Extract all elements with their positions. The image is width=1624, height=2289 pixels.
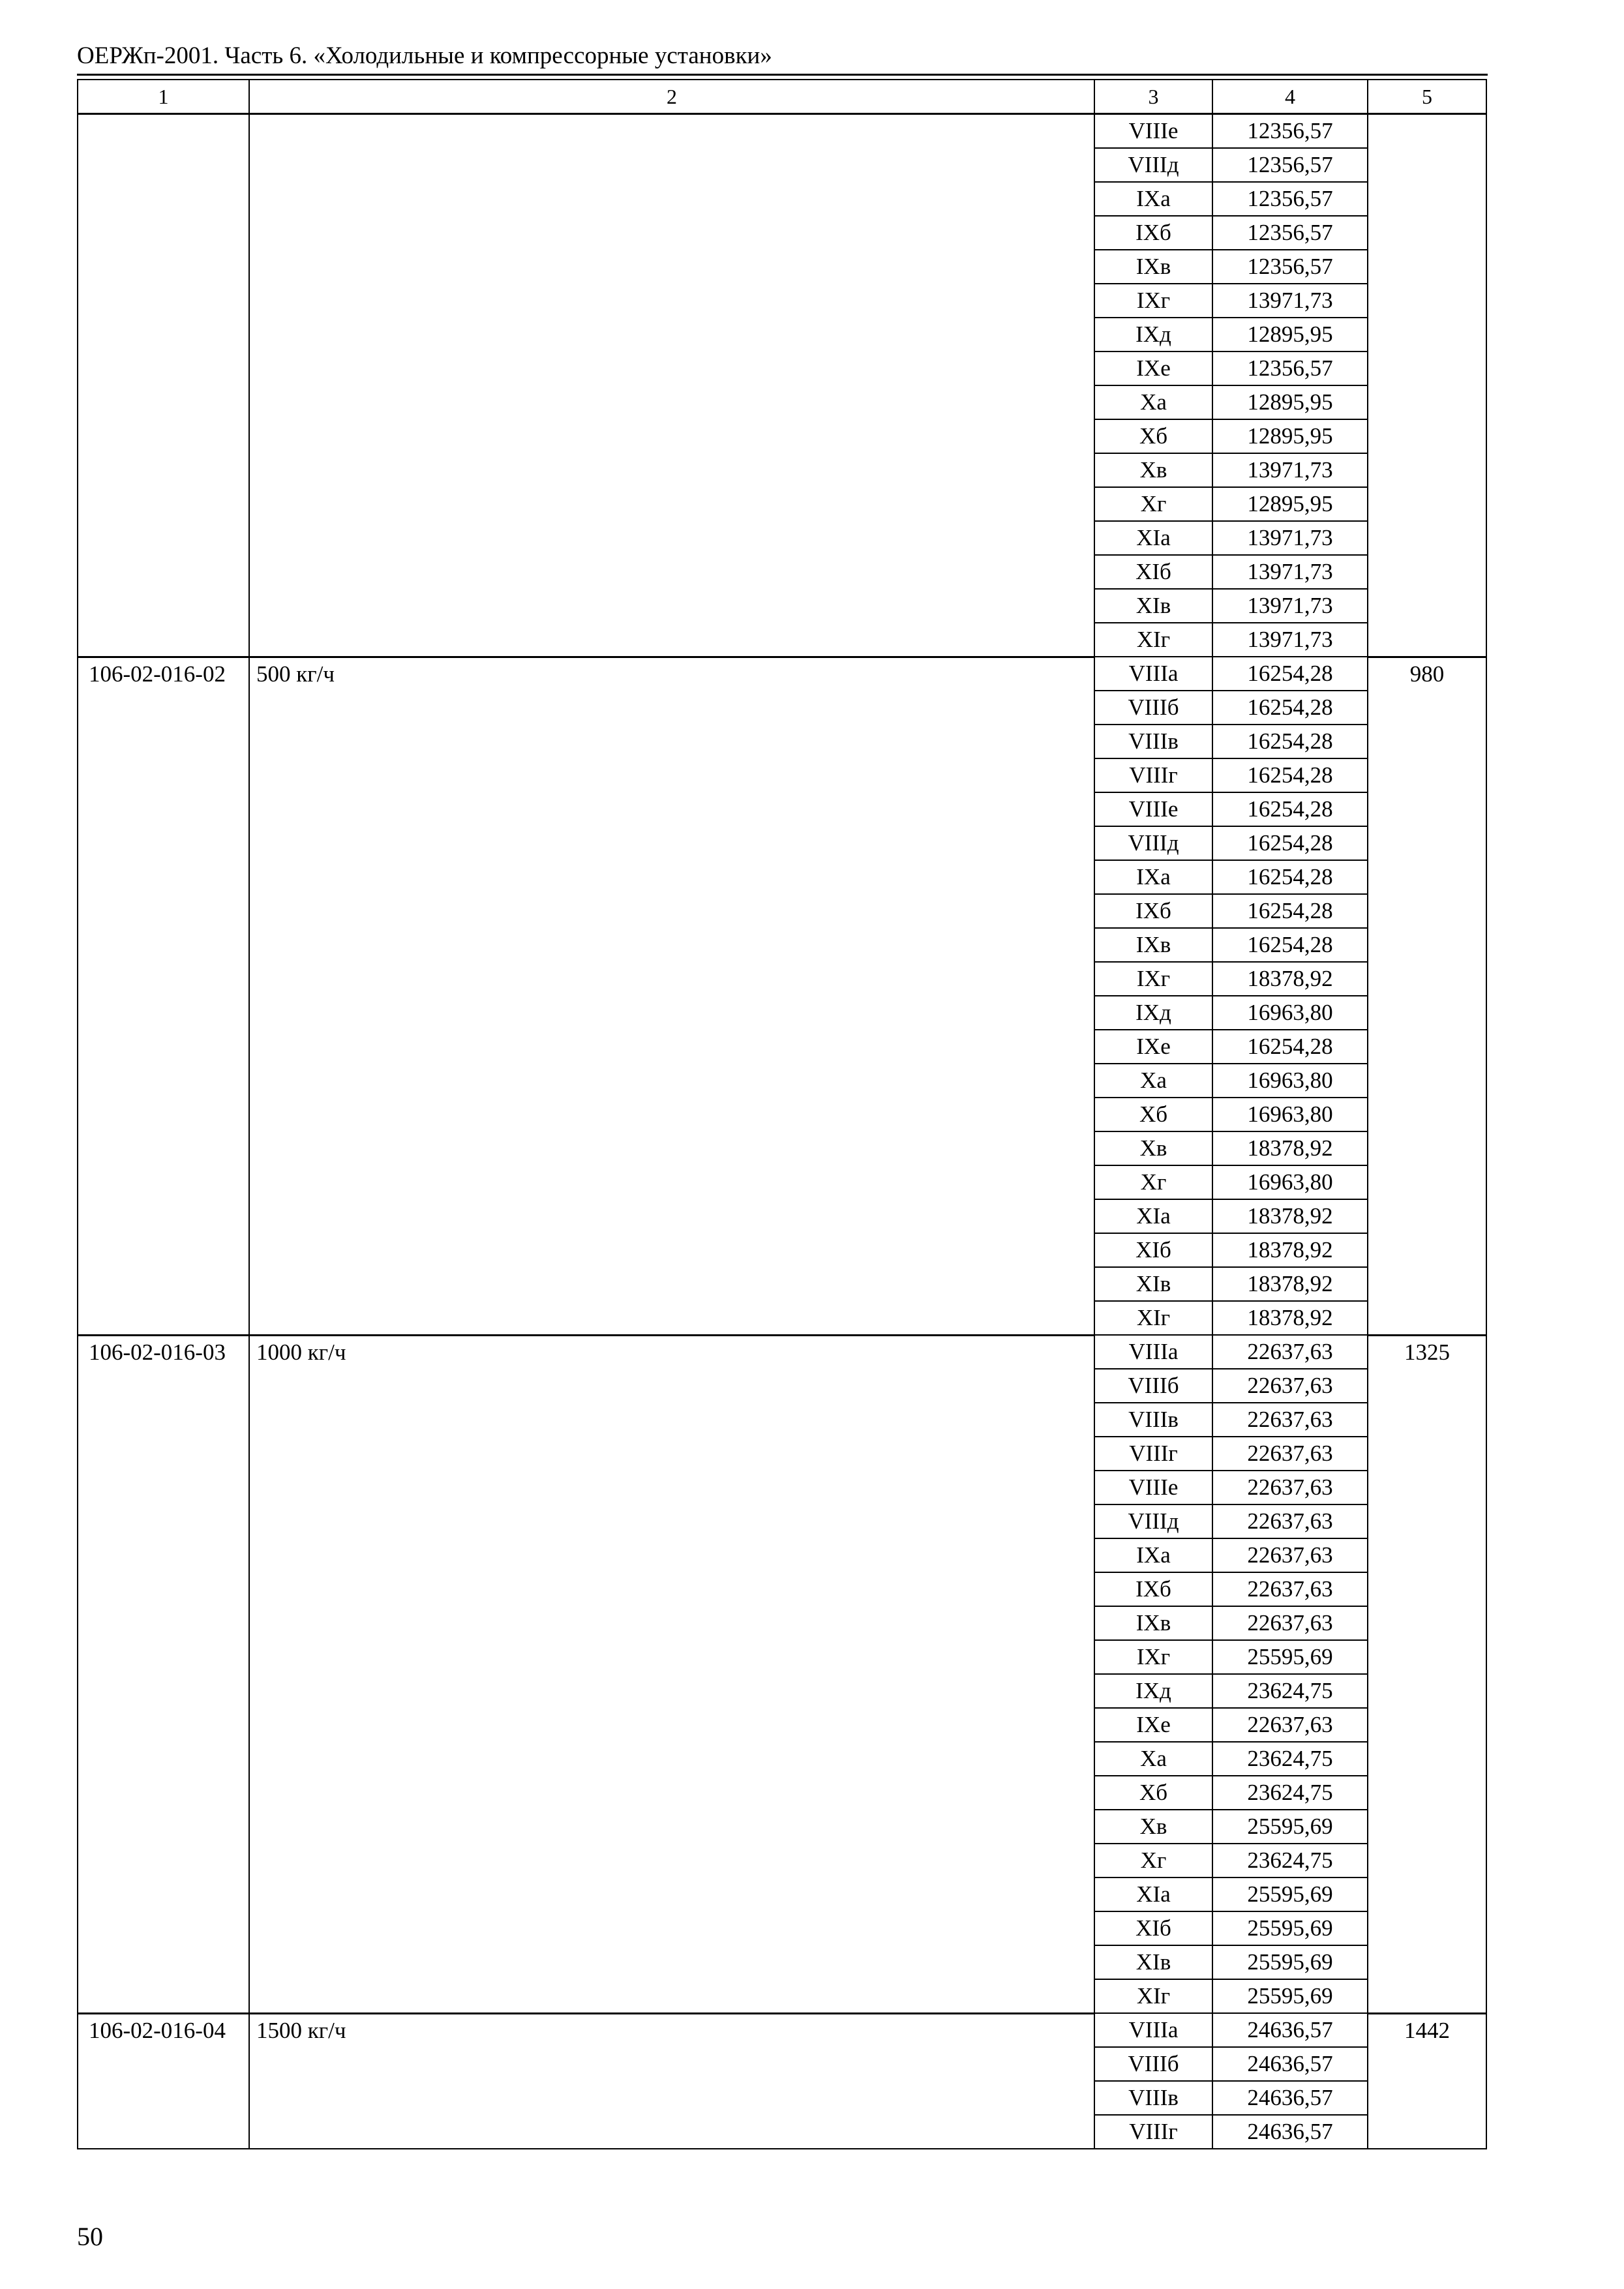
- item-code-cell: [78, 114, 249, 657]
- zone-class-cell: XIб: [1094, 1233, 1212, 1267]
- zone-class-cell: VIIIв: [1094, 1403, 1212, 1437]
- item-description-cell: 1500 кг/ч: [249, 2013, 1094, 2149]
- zone-class-cell: VIIIе: [1094, 114, 1212, 149]
- price-value-cell: 16254,28: [1212, 894, 1368, 928]
- zone-class-cell: Xб: [1094, 1098, 1212, 1131]
- price-value-cell: 16963,80: [1212, 996, 1368, 1030]
- price-value-cell: 16963,80: [1212, 1098, 1368, 1131]
- zone-class-cell: VIIIв: [1094, 2081, 1212, 2115]
- zone-class-cell: IXг: [1094, 1640, 1212, 1674]
- zone-class-cell: VIIIг: [1094, 758, 1212, 792]
- zone-class-cell: Xг: [1094, 1165, 1212, 1199]
- item-code-cell: 106-02-016-04: [78, 2013, 249, 2149]
- zone-class-cell: IXв: [1094, 1606, 1212, 1640]
- price-value-cell: 16254,28: [1212, 1030, 1368, 1064]
- item-code-cell: 106-02-016-03: [78, 1335, 249, 2013]
- zone-class-cell: Xв: [1094, 1131, 1212, 1165]
- zone-class-cell: Xа: [1094, 1064, 1212, 1098]
- zone-class-cell: Xв: [1094, 453, 1212, 487]
- price-value-cell: 12356,57: [1212, 250, 1368, 284]
- price-value-cell: 16254,28: [1212, 657, 1368, 691]
- zone-class-cell: Xб: [1094, 419, 1212, 453]
- zone-class-cell: IXа: [1094, 1538, 1212, 1572]
- column-number-row: [78, 80, 1486, 114]
- price-value-cell: 25595,69: [1212, 1640, 1368, 1674]
- price-value-cell: 24636,57: [1212, 2115, 1368, 2149]
- price-value-cell: 22637,63: [1212, 1504, 1368, 1538]
- price-value-cell: 25595,69: [1212, 1945, 1368, 1979]
- price-value-cell: 13971,73: [1212, 521, 1368, 555]
- labor-value-cell: 1442: [1368, 2013, 1486, 2149]
- zone-class-cell: IXг: [1094, 284, 1212, 318]
- zone-class-cell: XIв: [1094, 589, 1212, 623]
- labor-value-cell: 1325: [1368, 1335, 1486, 2013]
- price-value-cell: 12356,57: [1212, 352, 1368, 385]
- zone-class-cell: VIIIб: [1094, 691, 1212, 725]
- column-number-4: 4: [1212, 80, 1368, 114]
- price-value-cell: 12356,57: [1212, 148, 1368, 182]
- price-value-cell: 24636,57: [1212, 2047, 1368, 2081]
- zone-class-cell: XIа: [1094, 521, 1212, 555]
- column-number-2: 2: [249, 80, 1094, 114]
- price-value-cell: 18378,92: [1212, 1131, 1368, 1165]
- zone-class-cell: VIIIг: [1094, 2115, 1212, 2149]
- zone-class-cell: VIIIа: [1094, 1335, 1212, 1369]
- zone-class-cell: XIб: [1094, 555, 1212, 589]
- price-value-cell: 18378,92: [1212, 1233, 1368, 1267]
- zone-class-cell: VIIIе: [1094, 1471, 1212, 1504]
- zone-class-cell: IXб: [1094, 894, 1212, 928]
- zone-class-cell: IXе: [1094, 1708, 1212, 1742]
- labor-value-cell: [1368, 114, 1486, 657]
- price-value-cell: 22637,63: [1212, 1437, 1368, 1471]
- zone-class-cell: VIIIе: [1094, 792, 1212, 826]
- zone-class-cell: XIа: [1094, 1199, 1212, 1233]
- table-row: [78, 114, 1486, 149]
- table-row: [78, 657, 1486, 691]
- zone-class-cell: IXе: [1094, 1030, 1212, 1064]
- zone-class-cell: IXг: [1094, 962, 1212, 996]
- zone-class-cell: IXв: [1094, 928, 1212, 962]
- price-value-cell: 13971,73: [1212, 453, 1368, 487]
- price-value-cell: 12356,57: [1212, 182, 1368, 216]
- zone-class-cell: VIIIа: [1094, 2013, 1212, 2047]
- zone-class-cell: IXд: [1094, 318, 1212, 352]
- zone-class-cell: Xг: [1094, 487, 1212, 521]
- price-value-cell: 23624,75: [1212, 1674, 1368, 1708]
- price-value-cell: 13971,73: [1212, 555, 1368, 589]
- price-value-cell: 12356,57: [1212, 114, 1368, 149]
- price-value-cell: 23624,75: [1212, 1742, 1368, 1776]
- price-value-cell: 18378,92: [1212, 1199, 1368, 1233]
- price-value-cell: 16963,80: [1212, 1165, 1368, 1199]
- zone-class-cell: VIIIд: [1094, 826, 1212, 860]
- zone-class-cell: IXд: [1094, 996, 1212, 1030]
- zone-class-cell: IXб: [1094, 1572, 1212, 1606]
- zone-class-cell: IXд: [1094, 1674, 1212, 1708]
- zone-class-cell: Xа: [1094, 1742, 1212, 1776]
- price-value-cell: 22637,63: [1212, 1606, 1368, 1640]
- price-value-cell: 22637,63: [1212, 1403, 1368, 1437]
- item-code-cell: 106-02-016-02: [78, 657, 249, 1335]
- page-header-title: ОЕРЖп-2001. Часть 6. «Холодильные и компрессорные установки»: [77, 42, 772, 69]
- price-value-cell: 12895,95: [1212, 318, 1368, 352]
- column-number-5: 5: [1368, 80, 1486, 114]
- column-number-1: 1: [78, 80, 249, 114]
- zone-class-cell: VIIIб: [1094, 1369, 1212, 1403]
- price-value-cell: 16254,28: [1212, 792, 1368, 826]
- zone-class-cell: Xб: [1094, 1776, 1212, 1810]
- price-value-cell: 16254,28: [1212, 928, 1368, 962]
- zone-class-cell: XIб: [1094, 1911, 1212, 1945]
- price-value-cell: 13971,73: [1212, 589, 1368, 623]
- price-value-cell: 18378,92: [1212, 962, 1368, 996]
- zone-class-cell: IXе: [1094, 352, 1212, 385]
- zone-class-cell: XIа: [1094, 1878, 1212, 1911]
- zone-class-cell: VIIIг: [1094, 1437, 1212, 1471]
- price-value-cell: 12895,95: [1212, 385, 1368, 419]
- price-value-cell: 25595,69: [1212, 1878, 1368, 1911]
- price-value-cell: 16254,28: [1212, 826, 1368, 860]
- price-value-cell: 22637,63: [1212, 1572, 1368, 1606]
- zone-class-cell: XIг: [1094, 1979, 1212, 2013]
- price-value-cell: 22637,63: [1212, 1708, 1368, 1742]
- zone-class-cell: XIг: [1094, 623, 1212, 657]
- header-rule: [77, 74, 1488, 76]
- price-value-cell: 18378,92: [1212, 1301, 1368, 1335]
- price-value-cell: 16254,28: [1212, 860, 1368, 894]
- zone-class-cell: Xв: [1094, 1810, 1212, 1844]
- price-value-cell: 25595,69: [1212, 1810, 1368, 1844]
- zone-class-cell: VIIIа: [1094, 657, 1212, 691]
- zone-class-cell: Xг: [1094, 1844, 1212, 1878]
- price-value-cell: 13971,73: [1212, 623, 1368, 657]
- price-value-cell: 12895,95: [1212, 487, 1368, 521]
- zone-class-cell: VIIIб: [1094, 2047, 1212, 2081]
- zone-class-cell: IXа: [1094, 182, 1212, 216]
- zone-class-cell: IXб: [1094, 216, 1212, 250]
- zone-class-cell: VIIIв: [1094, 725, 1212, 758]
- zone-class-cell: VIIIд: [1094, 1504, 1212, 1538]
- page-number: 50: [77, 2222, 103, 2251]
- zone-class-cell: XIг: [1094, 1301, 1212, 1335]
- price-value-cell: 23624,75: [1212, 1776, 1368, 1810]
- price-value-cell: 22637,63: [1212, 1471, 1368, 1504]
- column-number-3: 3: [1094, 80, 1212, 114]
- table-row: [78, 2013, 1486, 2047]
- price-value-cell: 25595,69: [1212, 1911, 1368, 1945]
- item-description-cell: [249, 114, 1094, 657]
- labor-value-cell: 980: [1368, 657, 1486, 1335]
- item-description-cell: 500 кг/ч: [249, 657, 1094, 1335]
- price-value-cell: 16254,28: [1212, 758, 1368, 792]
- price-value-cell: 22637,63: [1212, 1335, 1368, 1369]
- price-value-cell: 25595,69: [1212, 1979, 1368, 2013]
- price-value-cell: 24636,57: [1212, 2013, 1368, 2047]
- price-value-cell: 23624,75: [1212, 1844, 1368, 1878]
- price-table: [77, 79, 1487, 2149]
- price-value-cell: 12356,57: [1212, 216, 1368, 250]
- price-value-cell: 22637,63: [1212, 1369, 1368, 1403]
- price-value-cell: 22637,63: [1212, 1538, 1368, 1572]
- zone-class-cell: VIIIд: [1094, 148, 1212, 182]
- zone-class-cell: IXа: [1094, 860, 1212, 894]
- price-value-cell: 18378,92: [1212, 1267, 1368, 1301]
- price-value-cell: 12895,95: [1212, 419, 1368, 453]
- price-value-cell: 13971,73: [1212, 284, 1368, 318]
- zone-class-cell: Xа: [1094, 385, 1212, 419]
- price-value-cell: 16254,28: [1212, 725, 1368, 758]
- item-description-cell: 1000 кг/ч: [249, 1335, 1094, 2013]
- price-value-cell: 16963,80: [1212, 1064, 1368, 1098]
- price-table-body: [78, 80, 1486, 2149]
- price-value-cell: 24636,57: [1212, 2081, 1368, 2115]
- zone-class-cell: XIв: [1094, 1267, 1212, 1301]
- table-row: [78, 1335, 1486, 1369]
- price-value-cell: 16254,28: [1212, 691, 1368, 725]
- zone-class-cell: IXв: [1094, 250, 1212, 284]
- zone-class-cell: XIв: [1094, 1945, 1212, 1979]
